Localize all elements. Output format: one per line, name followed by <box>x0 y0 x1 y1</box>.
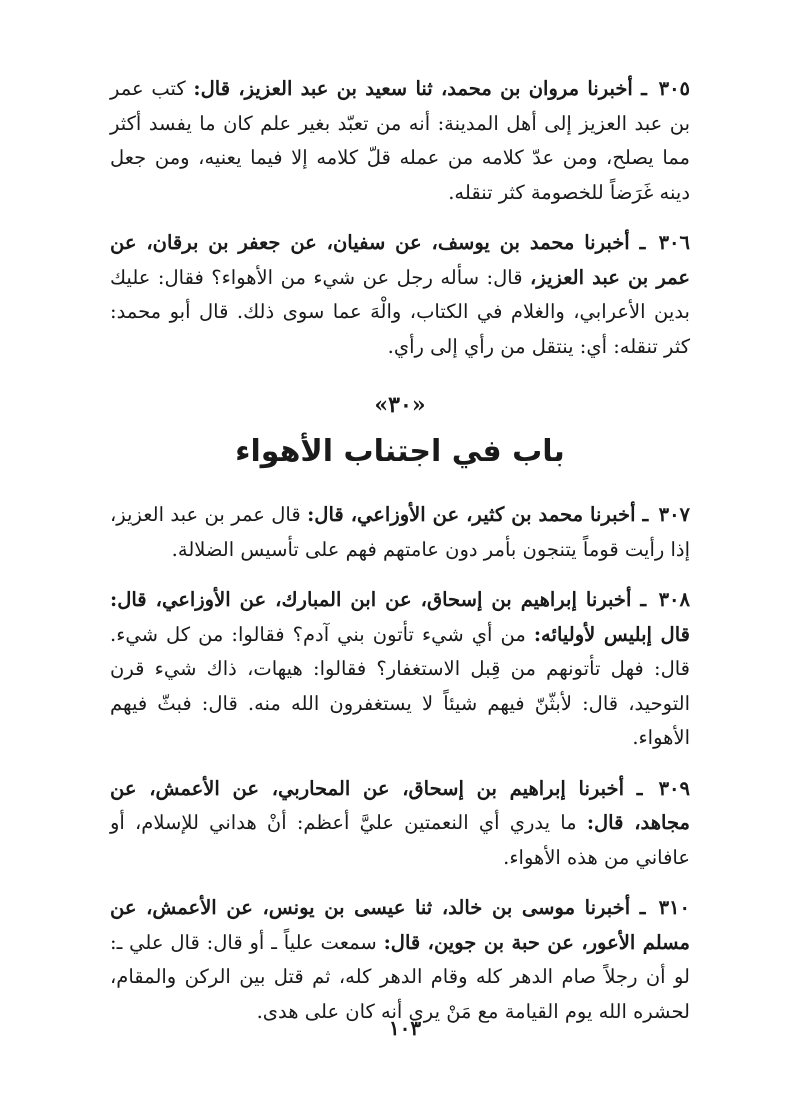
hadith-310 <box>110 891 690 1029</box>
hadith-isnad: ـ أخبرنا محمد بن يوسف، عن سفيان، عن جعفر بن برقان، عن عمر بن عبد العزيز، <box>110 231 690 289</box>
hadith-307 <box>110 498 690 567</box>
hadith-isnad: ـ أخبرنا مروان بن محمد، ثنا سعيد بن عبد العزيز، قال: <box>193 77 647 100</box>
hadith-number: ٣٠٨ <box>658 588 690 611</box>
hadith-number: ٣٠٥ <box>658 77 691 100</box>
hadith-text: قال عمر بن عبد العزيز، إذا رأيت قوماً يتنجون بأمر دون عامتهم فهم على تأسيس الضلالة. <box>110 503 690 561</box>
chapter-number: «٣٠» <box>374 392 426 418</box>
hadith-text: كتب عمر بن عبد العزيز إلى أهل المدينة: أنه من تعبّد بغير علم كان ما يفسد أكثر مما يصلح، ومن عدّ كلامه من عمله قلّ كلامه إلا فيما يعنيه، ومن جعل دينه غَرَضاً للخصومة كثر تنقله. <box>110 77 690 204</box>
hadith-308 <box>110 583 690 756</box>
hadith-309 <box>110 772 690 876</box>
hadith-isnad: ـ أخبرنا موسى بن خالد، ثنا عيسى بن يونس، عن الأعمش، عن مسلم الأعور، عن حبة بن جوين، قال: <box>110 896 690 954</box>
hadith-text: ما يدري أي النعمتين عليَّ أعظم: أنْ هداني للإسلام، أو عافاني من هذه الأهواء. <box>110 811 690 869</box>
hadith-isnad: ـ أخبرنا إبراهيم بن إسحاق، عن ابن المبارك، عن الأوزاعي، قال: قال إبليس لأوليائه: <box>110 588 690 646</box>
chapter-title: باب في اجتناب الأهواء <box>235 434 565 469</box>
hadith-text: من أي شيء تأتون بني آدم؟ فقالوا: من كل شيء. قال: فهل تأتونهم من قِبل الاستغفار؟ فقالوا: هيهات، ذاك شيء قرن التوحيد، قال: لأبثّنّ فيهم شيئاً لا يستغفرون الله منه. قال: فبثّ فيهم الأهواء. <box>110 622 690 749</box>
hadith-isnad: ـ أخبرنا إبراهيم بن إسحاق، عن المحاربي، عن الأعمش، عن مجاهد، قال: <box>110 776 690 834</box>
hadith-305 <box>110 72 690 210</box>
hadith-isnad: ـ أخبرنا محمد بن كثير، عن الأوزاعي، قال: <box>307 503 649 526</box>
hadith-306 <box>110 226 690 364</box>
hadith-text: قال: سأله رجل عن شيء من الأهواء؟ فقال: عليك بدين الأعرابي، والغلام في الكتاب، والْهَ عما سوى ذلك. قال أبو محمد: كثر تنقله: أي: ينتقل من رأي إلى رأي. <box>110 265 690 358</box>
hadith-number: ٣٠٧ <box>658 503 691 526</box>
hadith-text: سمعت علياً ـ أو قال: قال علي ـ: لو أن رجلاً صام الدهر كله وقام الدهر كله، ثم قتل بين الركن والمقام، لحشره الله يوم القيامة مع مَنْ يرى أنه كان على هدى. <box>110 930 690 1023</box>
hadith-number: ٣٠٩ <box>658 776 690 800</box>
page-number: ١٠٣ <box>388 1016 422 1040</box>
hadith-number: ٣٠٦ <box>658 231 690 254</box>
hadith-number: ٣١٠ <box>658 896 690 919</box>
